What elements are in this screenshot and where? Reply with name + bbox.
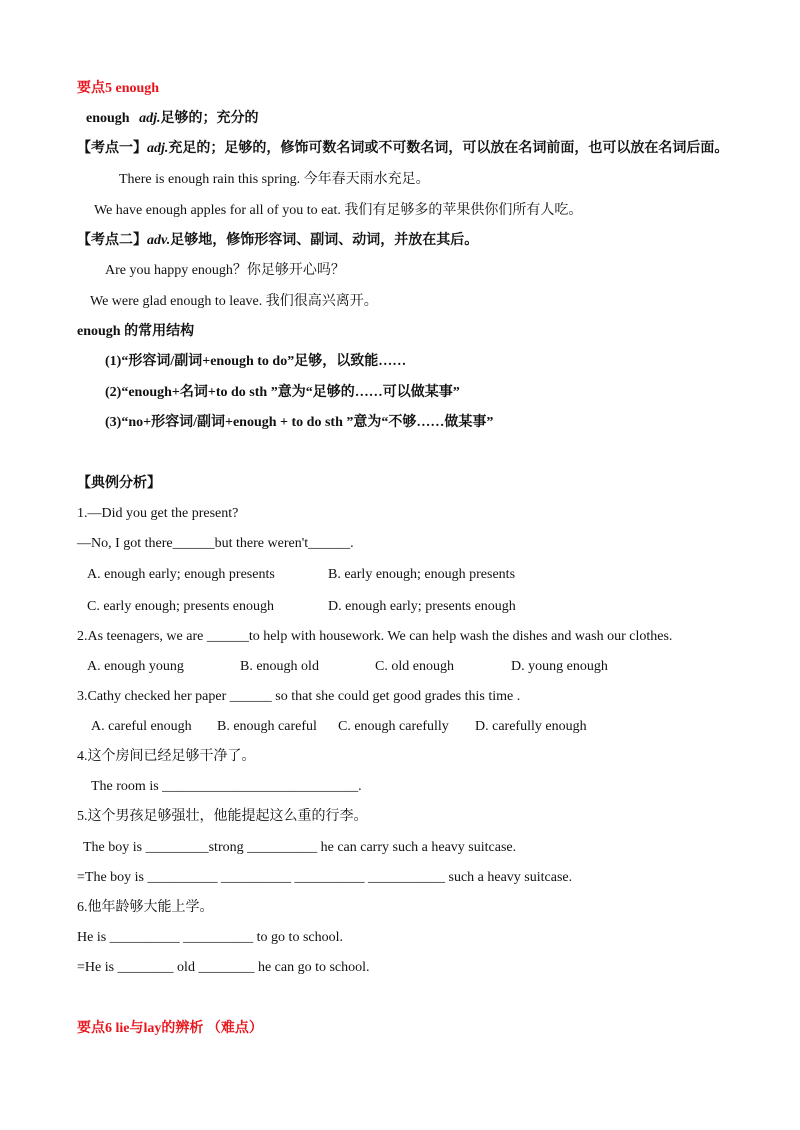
- example-sentence-4: We were glad enough to leave. 我们很高兴离开。: [90, 294, 378, 309]
- question-2-option-a: A. enough young: [87, 659, 184, 674]
- point2-prefix: 【考点二】: [77, 233, 147, 248]
- def-pos: adj.: [139, 111, 161, 126]
- example-sentence-2: We have enough apples for all of you to eat. 我们有足够多的苹果供你们所有人吃。: [94, 203, 583, 218]
- def-word: enough: [86, 111, 130, 126]
- question-1-option-d: D. enough early; presents enough: [328, 599, 516, 614]
- question-6-answer-2: =He is ________ old ________ he can go to school.: [77, 960, 370, 975]
- question-1-line-2: —No, I got there______but there weren't______.: [77, 536, 354, 551]
- section5-heading: 要点5 enough: [77, 81, 160, 96]
- example-sentence-3: Are you happy enough？你足够开心吗？: [105, 263, 345, 278]
- structure-item-1: (1)“形容词/副词+enough to do”足够，以致能……: [105, 354, 407, 369]
- point2-text: 足够地，修饰形容词、副词、动词，并放在其后。: [170, 233, 479, 248]
- structure-item-2: (2)“enough+名词+to do sth ”意为“足够的……可以做某事”: [105, 385, 460, 400]
- question-1-line-1: 1.—Did you get the present?: [77, 506, 239, 521]
- section6-heading: 要点6 lie与lay的辨析 （难点）: [77, 1021, 263, 1036]
- question-5-answer-1: The boy is _________strong __________ he can carry such a heavy suitcase.: [83, 840, 517, 855]
- question-3-option-d: D. carefully enough: [475, 719, 587, 734]
- point1-prefix: 【考点一】: [77, 141, 147, 156]
- definition-line: [86, 110, 258, 128]
- point1-pos: adj.: [147, 141, 169, 156]
- point2-line: [77, 232, 478, 250]
- question-1-option-a: A. enough early; enough presents: [87, 567, 275, 582]
- question-5-line: 5.这个男孩足够强壮，他能提起这么重的行李。: [77, 809, 368, 824]
- point2-pos: adv.: [147, 233, 171, 248]
- question-3-option-a: A. careful enough: [91, 719, 192, 734]
- question-6-answer-1: He is __________ __________ to go to school.: [77, 930, 343, 945]
- def-meaning: 足够的；充分的: [160, 111, 259, 126]
- question-1-option-b: B. early enough; enough presents: [328, 567, 516, 582]
- question-4-answer: The room is ____________________________.: [91, 779, 362, 794]
- question-2-option-c: C. old enough: [375, 659, 454, 674]
- question-2-option-b: B. enough old: [240, 659, 319, 674]
- point1-text: 充足的；足够的，修饰可数名词或不可数名词，可以放在名词前面，也可以放在名词后面。: [168, 141, 729, 156]
- example-sentence-1: There is enough rain this spring. 今年春天雨水充足。: [119, 172, 430, 187]
- question-5-answer-2: =The boy is __________ __________ __________ ___________ such a heavy suitcase.: [77, 870, 573, 885]
- question-2-option-d: D. young enough: [511, 659, 608, 674]
- structures-title: enough 的常用结构: [77, 324, 195, 339]
- structure-item-3: (3)“no+形容词/副词+enough + to do sth ”意为“不够……做某事”: [105, 415, 494, 430]
- question-3-option-b: B. enough careful: [217, 719, 317, 734]
- question-2-line: 2.As teenagers, we are ______to help with housework. We can help wash the dishes and wash our clothes.: [77, 629, 673, 644]
- question-6-line: 6.他年龄够大能上学。: [77, 900, 214, 915]
- question-1-option-c: C. early enough; presents enough: [87, 599, 275, 614]
- question-3-option-c: C. enough carefully: [338, 719, 449, 734]
- question-3-line: 3.Cathy checked her paper ______ so that she could get good grades this time .: [77, 689, 521, 704]
- examples-title: 【典例分析】: [77, 476, 161, 491]
- point1-line: [77, 140, 728, 158]
- question-4-line: 4.这个房间已经足够干净了。: [77, 749, 256, 764]
